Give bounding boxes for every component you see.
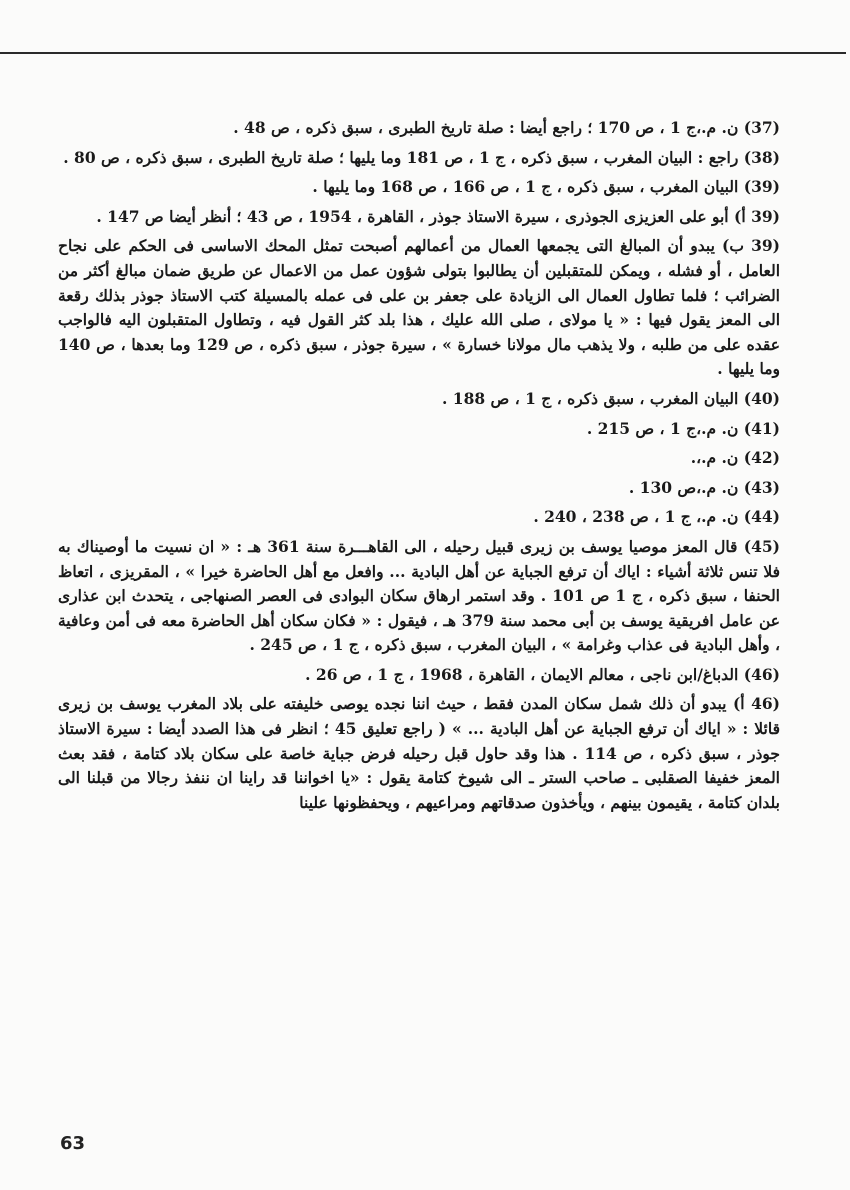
footnote [58, 476, 780, 501]
footnote [58, 505, 780, 530]
page-number: 63 [60, 1133, 86, 1154]
footnote-text: يبدو أن ذلك شمل سكان المدن فقط ، حيث اننا نجده يوصى خليفته على بلاد المغرب يوسف بن زيرى قائلا : « اياك أن ترفع الجباية عن أهل البادية ... » ( راجع تعليق 45 ؛ انظر فى هذا الصدد أيضا : سيرة الاستاذ جوذر ، سبق ذكره ، ص 114 . هذا وقد حاول قبل رحيله فرض جباية خاصة على سكان بلاد كتامة ، فقد بعث المعز خفيفا الصقلبى ـ صاحب الستر ـ الى شيوخ كتامة يقول : «يا اخواننا قد راينا ان ننفذ رجالا من قبلنا الى بلدان كتامة ، يقيمون بينهم ، ويأخذون صدقاتهم ومراعيهم ، ويحفظونها علينا [58, 694, 780, 812]
footnote [58, 146, 780, 171]
footnote [58, 387, 780, 412]
footnote-text: ن. م.،ج 1 ، ص 170 ؛ راجع أيضا : صلة تاريخ الطبرى ، سبق ذكره ، ص 48 . [233, 118, 739, 137]
footnote-text: ن. م.،. [690, 448, 739, 468]
footnote [58, 692, 780, 815]
footnote-number: (46) [743, 664, 780, 684]
footnote [58, 535, 780, 658]
footnote-number: (37) [743, 118, 780, 137]
footnote [58, 417, 780, 442]
footnote-number: (39 أ) [734, 206, 780, 226]
footnotes-block [58, 116, 780, 820]
footnote-number: (44) [743, 507, 780, 527]
footnote-number: (38) [743, 147, 780, 167]
footnote-text: ن. م.، ج 1 ، ص 238 ، 240 . [533, 507, 739, 527]
footnote [58, 234, 780, 382]
footnote-number: (41) [743, 418, 780, 438]
header-rule [0, 52, 846, 54]
footnote-number: (45) [743, 536, 780, 556]
footnote-text: يبدو أن المبالغ التى يجمعها العمال من أعمالهم أصبحت تمثل المحك الاساسى فى الحكم على نجاح العامل ، أو فشله ، ويمكن للمتقبلين أن يطالبوا بتولى شؤون عمل من الاعمال عن طريق ضمان مبالغ أكثر من الضرائب ؛ فلما تطاول العمال الى الزيادة على جعفر بن على فى عمله بالمسيلة كتب الاستاذ جوذر بذلك رقعة الى المعز يقول فيها : « يا مولاى ، صلى الله عليك ، هذا بلد كثر القول فيه ، وتطاول المتقبلون اليه فالواجب عقده على من طلبه ، ولا يذهب مال مولانا خسارة » ، سيرة جوذر ، سبق ذكره ، ص 129 وما بعدها ، ص 140 وما يليها . [58, 236, 780, 379]
footnote-number: (39) [743, 177, 780, 197]
footnote-text: ن. م.،ج 1 ، ص 215 . [586, 418, 739, 438]
footnote-text: راجع : البيان المغرب ، سبق ذكره ، ج 1 ، ص 181 وما يليها ؛ صلة تاريخ الطبرى ، سبق ذكره ، ص 80 . [63, 147, 739, 167]
footnote [58, 175, 780, 200]
footnote-number: (43) [743, 477, 780, 497]
footnote [58, 663, 780, 688]
footnote-text: البيان المغرب ، سبق ذكره ، ج 1 ، ص 166 ، ص 168 وما يليها . [312, 177, 739, 197]
footnote-text: أبو على العزيزى الجوذرى ، سيرة الاستاذ جوذر ، القاهرة ، 1954 ، ص 43 ؛ أنظر أيضا ص 147 . [96, 206, 729, 226]
footnote-text: البيان المغرب ، سبق ذكره ، ج 1 ، ص 188 . [442, 388, 739, 408]
footnote-number: (46 أ) [732, 694, 780, 714]
footnote [58, 205, 780, 230]
footnote [58, 446, 780, 471]
footnote-text: قال المعز موصيا يوسف بن زيرى قبيل رحيله ، الى القاهـــرة سنة 361 هـ : « ان نسيت ما أوصيناك به فلا تنس ثلاثة أشياء : اياك أن ترفع الجباية عن أهل البادية ... وافعل مع أهل الحاضرة خيرا » ، المقريزى ، اتعاظ الحنفا ، سبق ذكره ، ج 1 ص 101 . وقد استمر ارهاق سكان البوادى فى العصر الصنهاجى ، يتحدث ابن عذارى عن عامل افريقية يوسف بن أبى محمد سنة 379 هـ ، فيقول : « فكان سكان أهل الحاضرة معه فى أمن وعافية ، وأهل البادية فى عذاب وغرامة » ، البيان المغرب ، سبق ذكره ، ج 1 ، ص 245 . [58, 536, 780, 655]
footnote-number: (39 ب) [722, 236, 780, 256]
footnote-text: ن. م.،ص 130 . [628, 477, 739, 497]
footnote-text: الدباغ/ابن ناجى ، معالم الايمان ، القاهرة ، 1968 ، ج 1 ، ص 26 . [305, 664, 739, 684]
footnote [58, 116, 780, 141]
footnote-number: (40) [743, 388, 780, 408]
footnote-number: (42) [743, 448, 780, 468]
